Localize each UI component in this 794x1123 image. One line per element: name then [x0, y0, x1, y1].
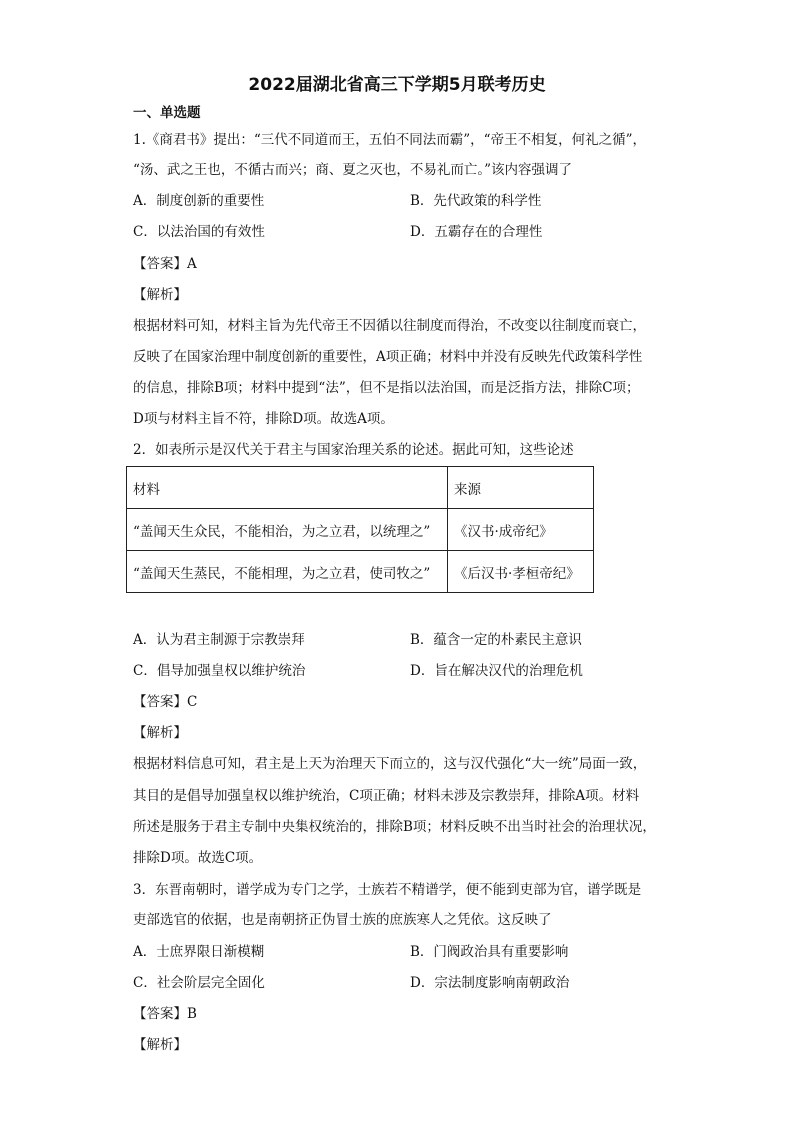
q1-answer: 【答案】A — [133, 256, 197, 272]
table-cell-source: 《后汉书·孝桓帝纪》 — [448, 551, 594, 593]
table-header-material: 材料 — [127, 467, 448, 509]
q1-stem-line-1: 1.《商君书》提出：“三代不同道而王，五伯不同法而霸”，“帝王不相复，何礼之循”， — [133, 132, 646, 148]
table-row — [127, 551, 594, 593]
q3-option-a: A．士庶界限日渐模糊 — [133, 944, 265, 960]
q2-option-c: C．倡导加强皇权以维护统治 — [133, 663, 306, 679]
q3-stem-line-2: 吏部选官的依据，也是南朝挤正伪冒士族的庶族寒人之凭依。这反映了 — [133, 912, 552, 928]
q2-analysis-line-2: 其目的是倡导加强皇权以维护统治，C项正确；材料未涉及宗教崇拜，排除A项。材料 — [133, 788, 640, 804]
table-header-source: 来源 — [448, 467, 594, 509]
q2-analysis-line-3: 所述是服务于君主专制中央集权统治的，排除B项；材料反映不出当时社会的治理状况， — [133, 819, 656, 835]
q1-analysis-line-2: 反映了在国家治理中制度创新的重要性，A项正确；材料中并没有反映先代政策科学性 — [133, 349, 643, 365]
q3-option-b: B．门阀政治具有重要影响 — [410, 944, 569, 960]
q2-analysis-line-4: 排除D项。故选C项。 — [133, 850, 263, 866]
table-header-row — [127, 467, 594, 509]
q1-analysis-line-3: 的信息，排除B项；材料中提到“法”，但不是指以法治国，而是泛指方法，排除C项； — [133, 380, 640, 396]
table-cell-material: “盖闻天生蒸民，不能相理，为之立君，使司牧之” — [127, 551, 448, 593]
q3-option-d: D．宗法制度影响南朝政治 — [410, 975, 570, 991]
q2-option-d: D．旨在解决汉代的治理危机 — [410, 663, 583, 679]
table-cell-material: “盖闻天生众民，不能相治，为之立君，以统理之” — [127, 509, 448, 551]
q2-analysis-line-1: 根据材料信息可知，君主是上天为治理天下而立的，这与汉代强化“大一统”局面一致， — [133, 756, 647, 772]
q1-analysis-line-4: D项与材料主旨不符，排除D项。故选A项。 — [133, 411, 394, 427]
section-heading: 一、单选题 — [133, 105, 201, 121]
q1-option-b: B．先代政策的科学性 — [410, 193, 542, 209]
q1-analysis-label: 【解析】 — [133, 287, 187, 303]
q2-option-a: A．认为君主制源于宗教崇拜 — [133, 632, 305, 648]
q3-answer: 【答案】B — [133, 1006, 197, 1022]
q2-stem: 2．如表所示是汉代关于君主与国家治理关系的论述。据此可知，这些论述 — [133, 442, 574, 458]
table-cell-source: 《汉书·成帝纪》 — [448, 509, 594, 551]
q1-stem-line-2: “汤、武之王也，不循古而兴；商、夏之灭也，不易礼而亡。”该内容强调了 — [133, 162, 573, 178]
document-title: 2022届湖北省高三下学期5月联考历史 — [248, 75, 546, 95]
source-table — [126, 466, 594, 593]
table-row — [127, 509, 594, 551]
q1-option-a: A．制度创新的重要性 — [133, 193, 265, 209]
q2-answer: 【答案】C — [133, 694, 198, 710]
q1-option-c: C．以法治国的有效性 — [133, 224, 265, 240]
q3-option-c: C．社会阶层完全固化 — [133, 975, 265, 991]
q1-analysis-line-1: 根据材料可知，材料主旨为先代帝王不因循以往制度而得治，不改变以往制度而衰亡， — [133, 318, 646, 334]
q2-option-b: B．蕴含一定的朴素民主意识 — [410, 632, 582, 648]
q3-analysis-label: 【解析】 — [133, 1037, 187, 1053]
q2-analysis-label: 【解析】 — [133, 725, 187, 741]
q1-option-d: D．五霸存在的合理性 — [410, 224, 543, 240]
q3-stem-line-1: 3．东晋南朝时，谱学成为专门之学，士族若不精谱学，便不能到吏部为官，谱学既是 — [133, 882, 642, 898]
